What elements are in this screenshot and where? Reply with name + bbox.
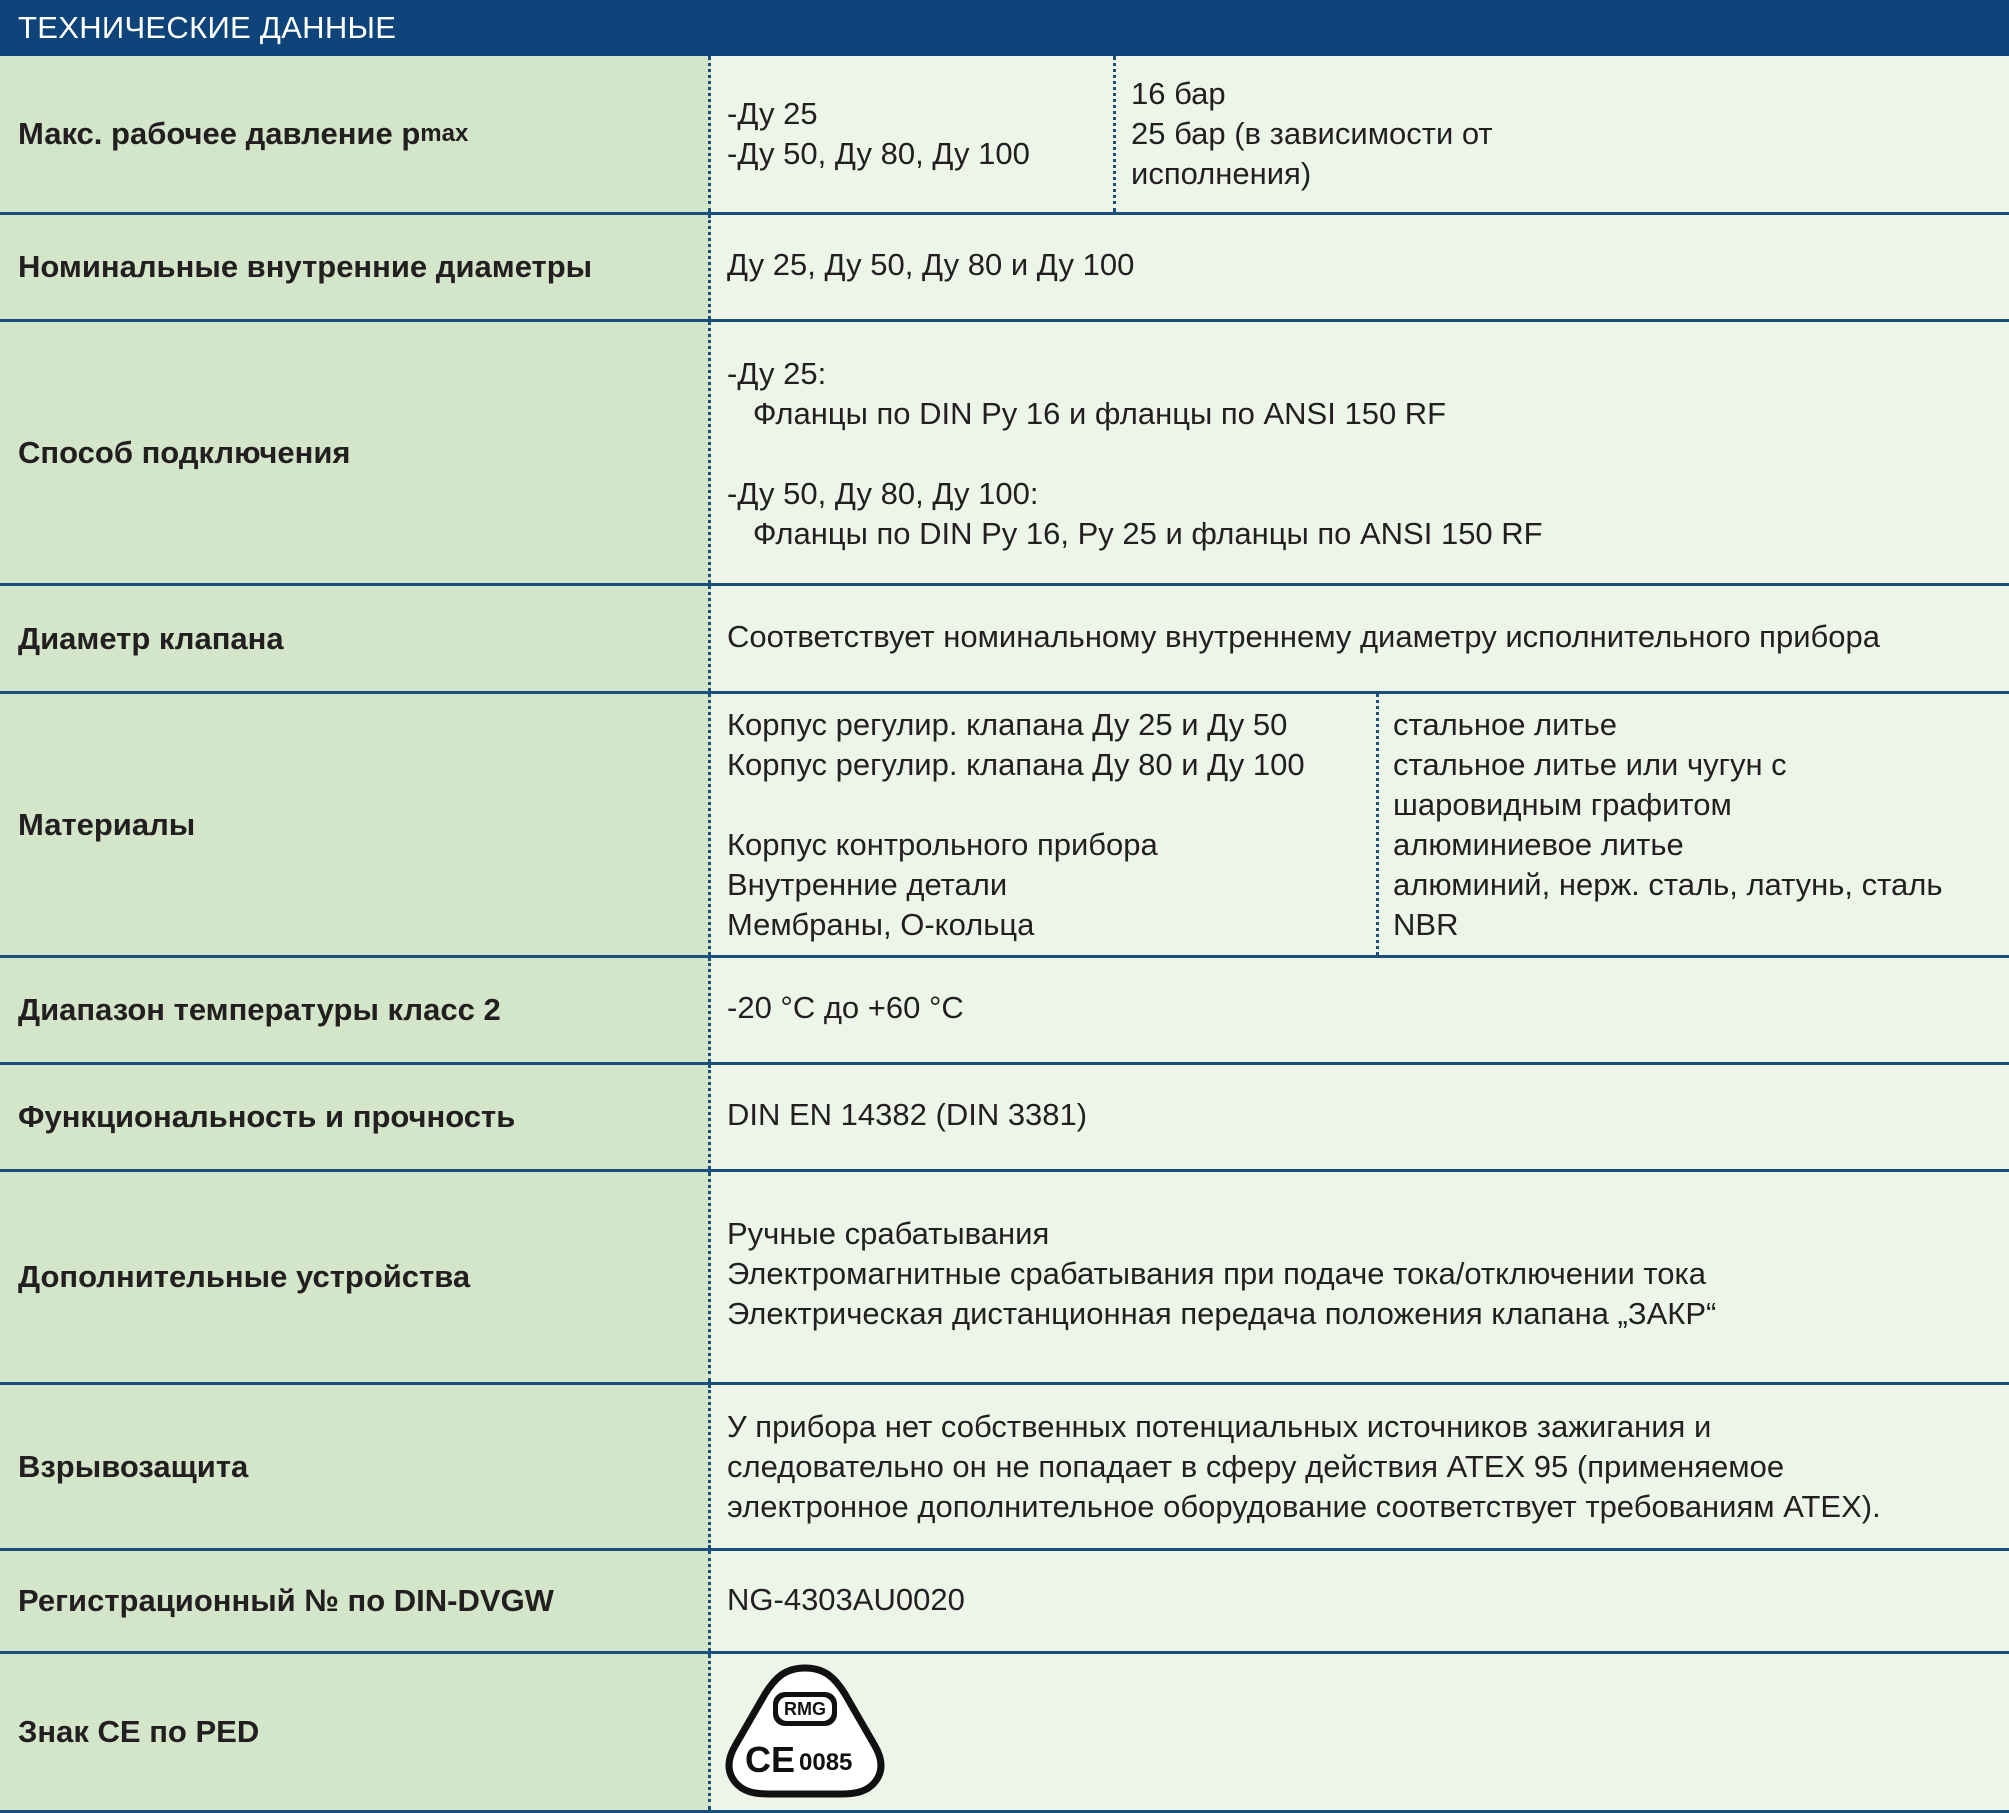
accessories-value: Ручные срабатывания Электромагнитные срабатывания при подаче тока/отключении тока Электрическая дистанционная передача положения клапана „ЗАКР“	[727, 1216, 1717, 1331]
row-value-diameters	[711, 215, 2009, 319]
logo-ce-number: 0085	[799, 1749, 853, 1776]
valve-diameter-value: Соответствует номинальному внутреннему диаметру исполнительного прибора	[727, 619, 1880, 654]
registration-value: NG-4303AU0020	[727, 1582, 965, 1617]
table-row-functionality	[0, 1065, 2009, 1172]
table-row-accessories	[0, 1172, 2009, 1385]
table-row-materials	[0, 694, 2009, 958]
explosion-value: У прибора нет собственных потенциальных источников зажигания и следовательно он не попадает в сферу действия АТЕХ 95 (применяемое электронное дополнительное оборудование соответствует требованиям АТЕХ).	[727, 1409, 1881, 1524]
row-value-connection	[711, 322, 2009, 583]
row-value-functionality	[711, 1065, 2009, 1169]
table-row-temperature	[0, 958, 2009, 1065]
column-divider	[1113, 56, 1116, 212]
row-value-registration	[711, 1551, 2009, 1651]
row-label-accessories: Дополнительные устройства	[0, 1172, 711, 1382]
row-label-diameters: Номинальные внутренние диаметры	[0, 215, 711, 319]
table-row-pressure	[0, 56, 2009, 215]
row-value-explosion	[711, 1385, 2009, 1548]
row-value-accessories	[711, 1172, 2009, 1382]
rmg-ce-logo-icon	[725, 1662, 885, 1798]
row-label-explosion: Взрывозащита	[0, 1385, 711, 1548]
materials-values: стальное литье стальное литье или чугун с шаровидным графитом алюминиевое литье алюминий, нерж. сталь, латунь, сталь NBR	[1393, 707, 1943, 942]
row-value-pressure	[711, 56, 2009, 212]
row-value-valve-diameter	[711, 586, 2009, 691]
row-label-temperature: Диапазон температуры класс 2	[0, 958, 711, 1062]
diameters-value: Ду 25, Ду 50, Ду 80 и Ду 100	[727, 247, 1135, 282]
row-value-temperature	[711, 958, 2009, 1062]
pressure-sizes: -Ду 25 -Ду 50, Ду 80, Ду 100	[727, 96, 1030, 171]
row-label-pressure	[0, 56, 711, 212]
row-label-valve-diameter: Диаметр клапана	[0, 586, 711, 691]
table-row-explosion	[0, 1385, 2009, 1551]
materials-components: Корпус регулир. клапана Ду 25 и Ду 50 Корпус регулир. клапана Ду 80 и Ду 100 Корпус контрольного прибора Внутренние детали Мембраны, О-кольца	[727, 707, 1305, 942]
functionality-value: DIN EN 14382 (DIN 3381)	[727, 1097, 1088, 1132]
connection-value: -Ду 25: Фланцы по DIN Ру 16 и фланцы по ANSI 150 RF -Ду 50, Ду 80, Ду 100: Фланцы по DIN Ру 16, Ру 25 и фланцы по ANSI 150 RF	[727, 356, 1543, 551]
column-divider	[1376, 694, 1379, 955]
pressure-values: 16 бар 25 бар (в зависимости от исполнения)	[1131, 76, 1493, 191]
logo-rmg-text: RMG	[784, 1699, 826, 1719]
pressure-label-subscript: max	[420, 120, 469, 147]
row-label-ce: Знак CE по PED	[0, 1654, 711, 1810]
temperature-value: -20 °C до +60 °C	[727, 990, 964, 1025]
row-label-functionality: Функциональность и прочность	[0, 1065, 711, 1169]
row-label-registration: Регистрационный № по DIN-DVGW	[0, 1551, 711, 1651]
table-row-diameters	[0, 215, 2009, 322]
pressure-label-text: Макс. рабочее давление p	[18, 116, 421, 151]
table-row-registration	[0, 1551, 2009, 1654]
row-value-ce	[711, 1654, 2009, 1810]
row-value-materials	[711, 694, 2009, 955]
row-label-materials: Материалы	[0, 694, 711, 955]
table-row-connection	[0, 322, 2009, 586]
row-label-connection: Способ подключения	[0, 322, 711, 583]
table-row-ce	[0, 1654, 2009, 1813]
logo-ce-text: CE	[745, 1739, 796, 1780]
table-title: ТЕХНИЧЕСКИЕ ДАННЫЕ	[0, 0, 2009, 56]
table-row-valve-diameter	[0, 586, 2009, 694]
